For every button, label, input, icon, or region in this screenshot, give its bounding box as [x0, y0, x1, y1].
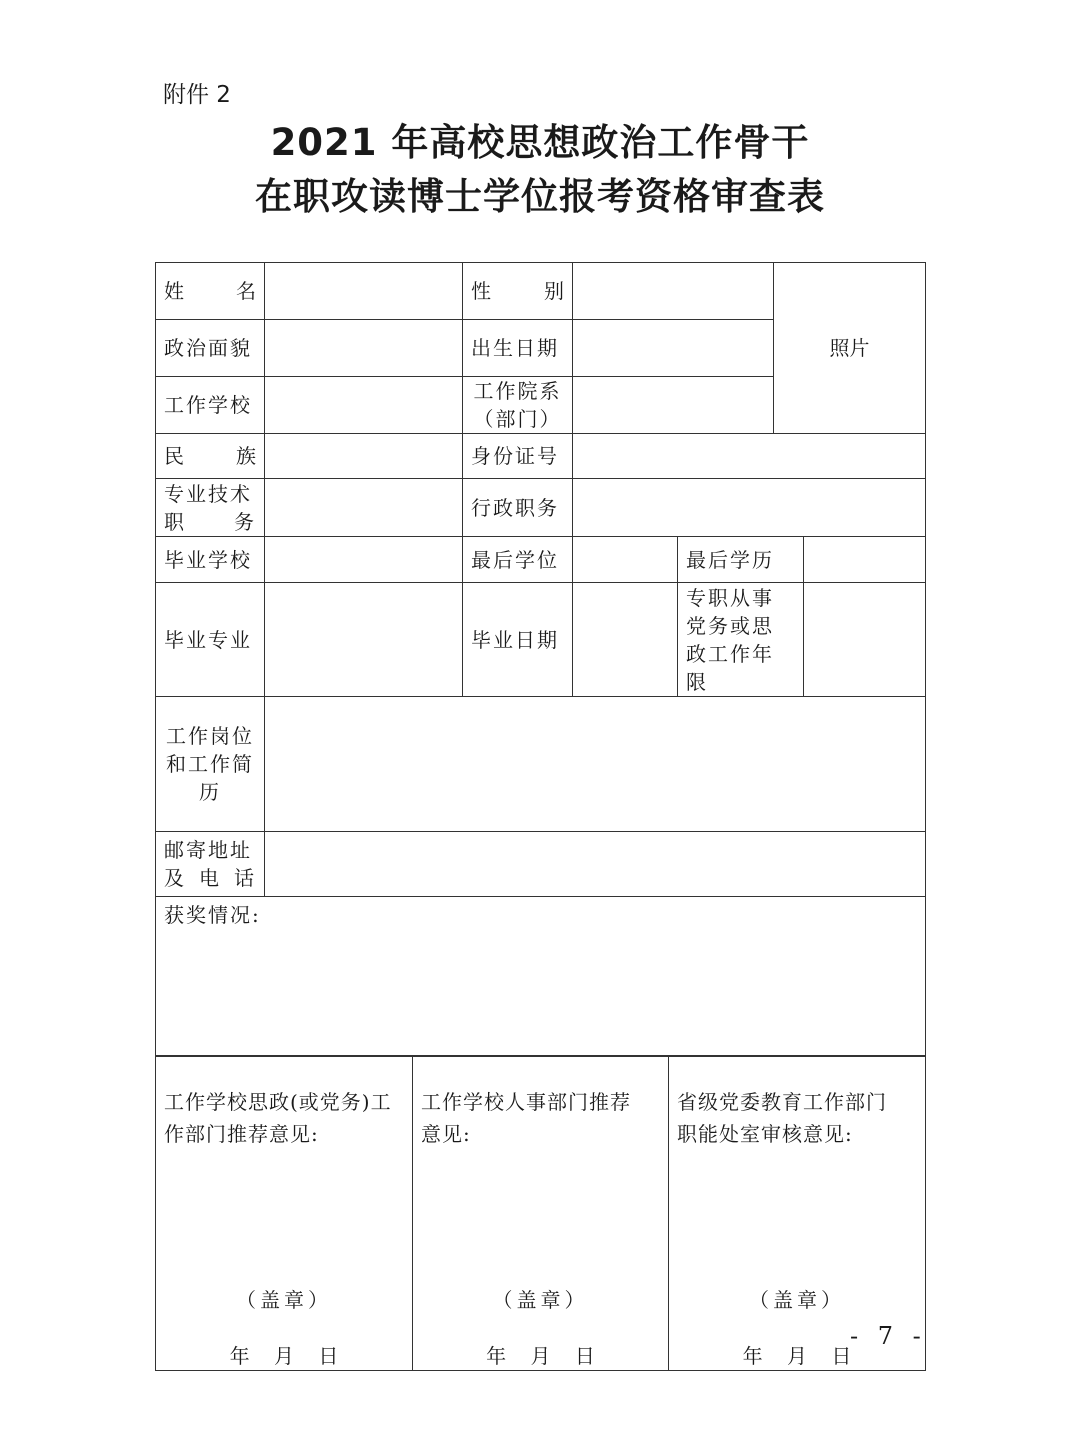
- work-department-label: 工作院系 （部门）: [463, 377, 573, 434]
- last-education-field[interactable]: [804, 537, 926, 583]
- awards-field[interactable]: [156, 897, 926, 1057]
- opinion-party-heading-2: 作部门推荐意见:: [164, 1122, 319, 1146]
- professional-title-label: 专业技术 职 务: [156, 479, 265, 537]
- title-line-2: 在职攻读博士学位报考资格审查表: [255, 175, 825, 218]
- name-label: 姓 名: [156, 263, 265, 320]
- grad-major-field[interactable]: [265, 583, 463, 697]
- professional-title-field[interactable]: [265, 479, 463, 537]
- last-degree-field[interactable]: [573, 537, 678, 583]
- date-label: 年 月 日: [229, 1344, 339, 1368]
- awards-label: 获奖情况:: [164, 903, 261, 927]
- id-number-field[interactable]: [573, 434, 926, 479]
- work-school-field[interactable]: [265, 377, 463, 434]
- job-history-field[interactable]: [265, 697, 926, 832]
- admin-position-field[interactable]: [573, 479, 926, 537]
- birth-date-field[interactable]: [573, 320, 774, 377]
- page-number: - 7 -: [850, 1322, 927, 1350]
- work-years-label: 专职从事 党务或思 政工作年 限: [678, 583, 804, 697]
- attachment-label: 附件 2: [163, 82, 231, 108]
- grad-school-label: 毕业学校: [156, 537, 265, 583]
- stamp-label: （盖章）: [492, 1288, 589, 1312]
- qualification-form: [155, 262, 926, 1057]
- last-degree-label: 最后学位: [463, 537, 573, 583]
- opinion-party-dept[interactable]: [156, 1056, 413, 1371]
- opinion-provincial-heading-1: 省级党委教育工作部门: [677, 1090, 887, 1114]
- id-number-label: 身份证号: [463, 434, 573, 479]
- date-label: 年 月 日: [742, 1344, 852, 1368]
- address-label: 邮寄地址 及 电 话: [156, 832, 265, 897]
- work-school-label: 工作学校: [156, 377, 265, 434]
- grad-school-field[interactable]: [265, 537, 463, 583]
- opinion-provincial-heading-2: 职能处室审核意见:: [677, 1122, 853, 1146]
- opinion-hr-dept[interactable]: [413, 1056, 669, 1371]
- birth-date-label: 出生日期: [463, 320, 573, 377]
- last-education-label: 最后学历: [678, 537, 804, 583]
- opinion-party-heading-1: 工作学校思政(或党务)工: [164, 1090, 392, 1114]
- opinion-hr-heading-1: 工作学校人事部门推荐: [421, 1090, 631, 1114]
- work-years-field[interactable]: [804, 583, 926, 697]
- date-label: 年 月 日: [486, 1344, 595, 1368]
- address-field[interactable]: [265, 832, 926, 897]
- gender-field[interactable]: [573, 263, 774, 320]
- photo-label: 照片: [829, 336, 870, 360]
- ethnicity-field[interactable]: [265, 434, 463, 479]
- job-history-label: 工作岗位 和工作简 历: [156, 697, 265, 832]
- political-status-field[interactable]: [265, 320, 463, 377]
- stamp-label: （盖章）: [749, 1288, 845, 1312]
- work-department-field[interactable]: [573, 377, 774, 434]
- name-field[interactable]: [265, 263, 463, 320]
- political-status-label: 政治面貌: [156, 320, 265, 377]
- admin-position-label: 行政职务: [463, 479, 573, 537]
- title-line-1: 2021 年高校思想政治工作骨干: [270, 121, 810, 164]
- opinion-hr-heading-2: 意见:: [421, 1122, 471, 1146]
- ethnicity-label: 民 族: [156, 434, 265, 479]
- photo-box[interactable]: [774, 263, 926, 434]
- opinion-section: [155, 1055, 926, 1371]
- grad-major-label: 毕业专业: [156, 583, 265, 697]
- stamp-label: （盖章）: [236, 1288, 332, 1312]
- gender-label: 性 别: [463, 263, 573, 320]
- grad-date-field[interactable]: [573, 583, 678, 697]
- grad-date-label: 毕业日期: [463, 583, 573, 697]
